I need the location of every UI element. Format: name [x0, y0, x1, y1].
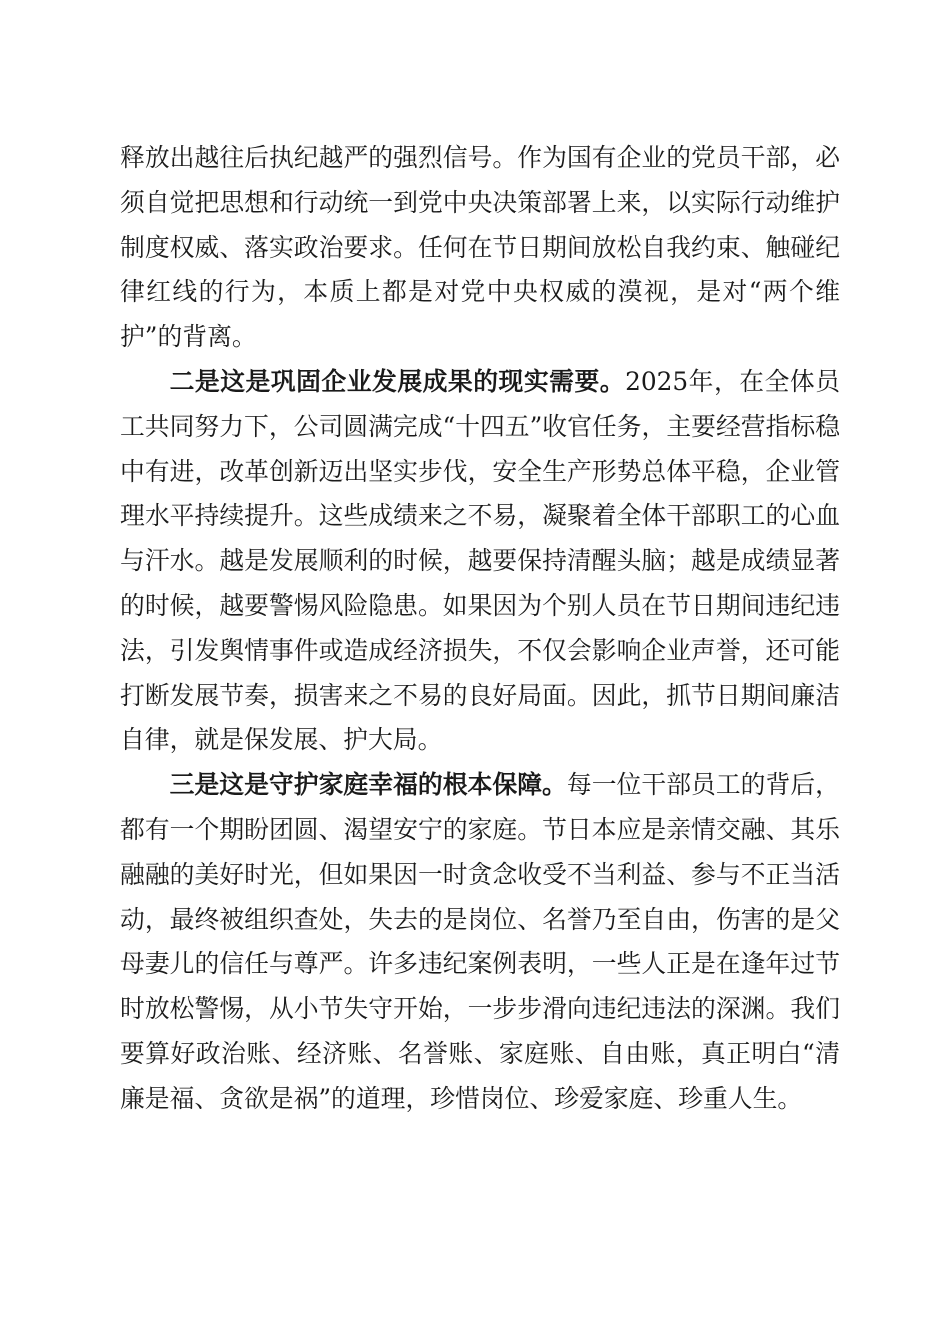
- paragraph-continuation: 释放出越往后执纪越严的强烈信号。作为国有企业的党员干部，必须自觉把思想和行动统一到党中央决策部署上来，以实际行动维护制度权威、落实政治要求。任何在节日期间放松自我约束、触碰纪律红线的行为，本质上都是对党中央权威的漠视，是对“两个维护”的背离。: [120, 143, 840, 352]
- paragraph-point-two: [120, 360, 840, 763]
- body-text: [120, 136, 840, 1122]
- paragraph-body: 每一位干部员工的背后，都有一个期盼团圆、渴望安宁的家庭。节日本应是亲情交融、其乐融融的美好时光，但如果因一时贪念收受不当利益、参与不正当活动，最终被组织查处，失去的是岗位、名誉乃至自由，伤害的是父母妻儿的信任与尊严。许多违纪案例表明，一些人正是在逢年过节时放松警惕，从小节失守开始，一步步滑向违纪违法的深渊。我们要算好政治账、经济账、名誉账、家庭账、自由账，真正明白“清廉是福、贪欲是祸”的道理，珍惜岗位、珍爱家庭、珍重人生。: [120, 770, 840, 1113]
- paragraph-body: 2025年，在全体员工共同努力下，公司圆满完成“十四五”收官任务，主要经营指标稳中有进，改革创新迈出坚实步伐，安全生产形势总体平稳，企业管理水平持续提升。这些成绩来之不易，凝聚着全体干部职工的心血与汗水。越是发展顺利的时候，越要保持清醒头脑；越是成绩显著的时候，越要警惕风险隐患。如果因为个别人员在节日期间违纪违法，引发舆情事件或造成经济损失，不仅会影响企业声誉，还可能打断发展节奏，损害来之不易的良好局面。因此，抓节日期间廉洁自律，就是保发展、护大局。: [120, 366, 840, 755]
- paragraph-lead: 二是这是巩固企业发展成果的现实需要。: [169, 366, 626, 396]
- paragraph-lead: 三是这是守护家庭幸福的根本保障。: [169, 770, 567, 800]
- paragraph-point-three: [120, 763, 840, 1121]
